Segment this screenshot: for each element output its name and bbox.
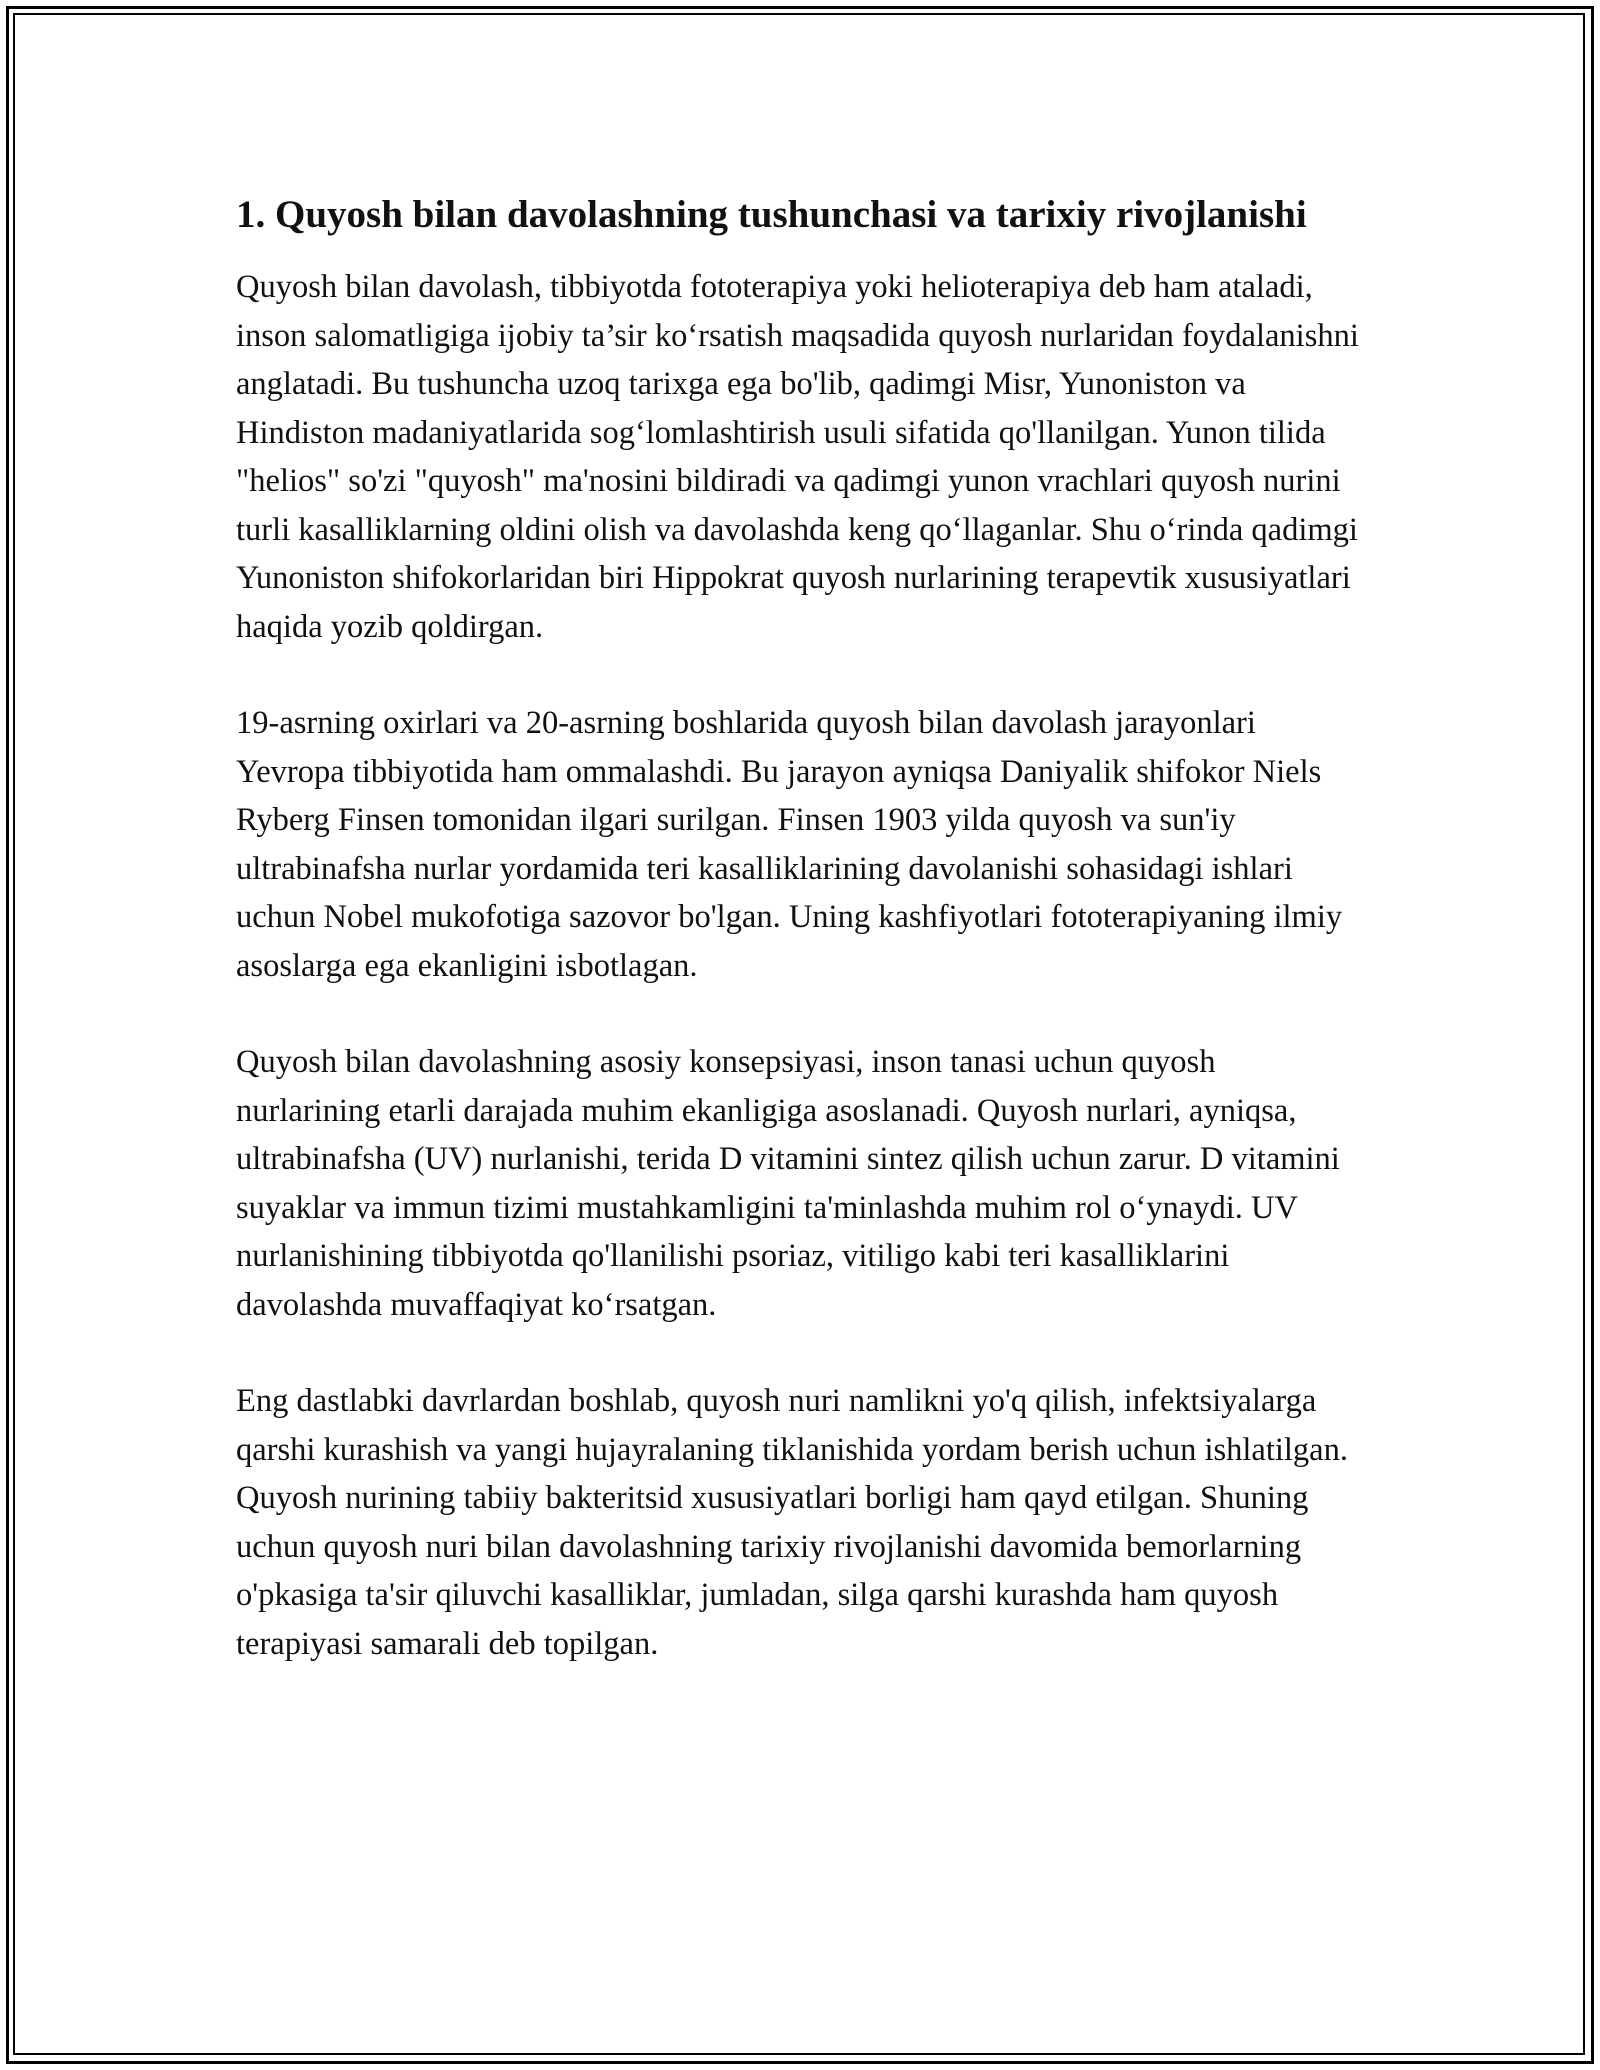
paragraph-4: Eng dastlabki davrlardan boshlab, quyosh nuri namlikni yo'q qilish, infektsiyalarga qarshi kurashish va yangi hujayralaning tiklanishida yordam berish uchun ishlatilgan. Quyosh nurining tabiiy bakteritsid xususiyatlari borligi ham qayd etilgan. Shuning uchun quyosh nuri bilan davolashning tarixiy rivojlanishi davomida bemorlarning o'pkasiga ta'sir qiluvchi kasalliklar, jumladan, silga qarshi kurashda ham quyosh terapiyasi samarali deb topilgan.	[236, 1383, 1348, 1662]
paragraph-2: 19-asrning oxirlari va 20-asrning boshlarida quyosh bilan davolash jarayonlari Yevropa tibbiyotida ham ommalashdi. Bu jarayon ayniqsa Daniyalik shifokor Niels Ryberg Finsen tomonidan ilgari surilgan. Finsen 1903 yilda quyosh va sun'iy ultrabinafsha nurlar yordamida teri kasalliklarining davolanishi sohasidagi ishlari uchun Nobel mukofotiga sazovor bo'lgan. Uning kashfiyotlari fototerapiyaning ilmiy asoslarga ega ekanligini isbotlagan.	[236, 705, 1343, 984]
paragraph-3: Quyosh bilan davolashning asosiy konsepsiyasi, inson tanasi uchun quyosh nurlarining etarli darajada muhim ekanligiga asoslanadi. Quyosh nurlari, ayniqsa, ultrabinafsha (UV) nurlanishi, terida D vitamini sintez qilish uchun zarur. D vitamini suyaklar va immun tizimi mustahkamligini ta'minlashda muhim rol oʻynaydi. UV nurlanishining tibbiyotda qo'llanilishi psoriaz, vitiligo kabi teri kasalliklarini davolashda muvaffaqiyat koʻrsatgan.	[236, 1044, 1340, 1323]
paragraph-1: Quyosh bilan davolash, tibbiyotda fototerapiya yoki helioterapiya deb ham ataladi, inson salomatligiga ijobiy ta’sir koʻrsatish maqsadida quyosh nurlaridan foydalanishni anglatadi. Bu tushuncha uzoq tarixga ega bo'lib, qadimgi Misr, Yunoniston va Hindiston madaniyatlarida sogʻlomlashtirish usuli sifatida qo'llanilgan. Yunon tilida "helios" so'zi "quyosh" ma'nosini bildiradi va qadimgi yunon vrachlari quyosh nurini turli kasalliklarning oldini olish va davolashda keng qoʻllaganlar. Shu oʻrinda qadimgi Yunoniston shifokorlaridan biri Hippokrat quyosh nurlarining terapevtik xususiyatlari haqida yozib qoldirgan.	[236, 269, 1359, 645]
document-body	[236, 186, 1366, 1716]
section-heading: 1. Quyosh bilan davolashning tushunchasi va tarixiy rivojlanishi	[236, 193, 1307, 236]
